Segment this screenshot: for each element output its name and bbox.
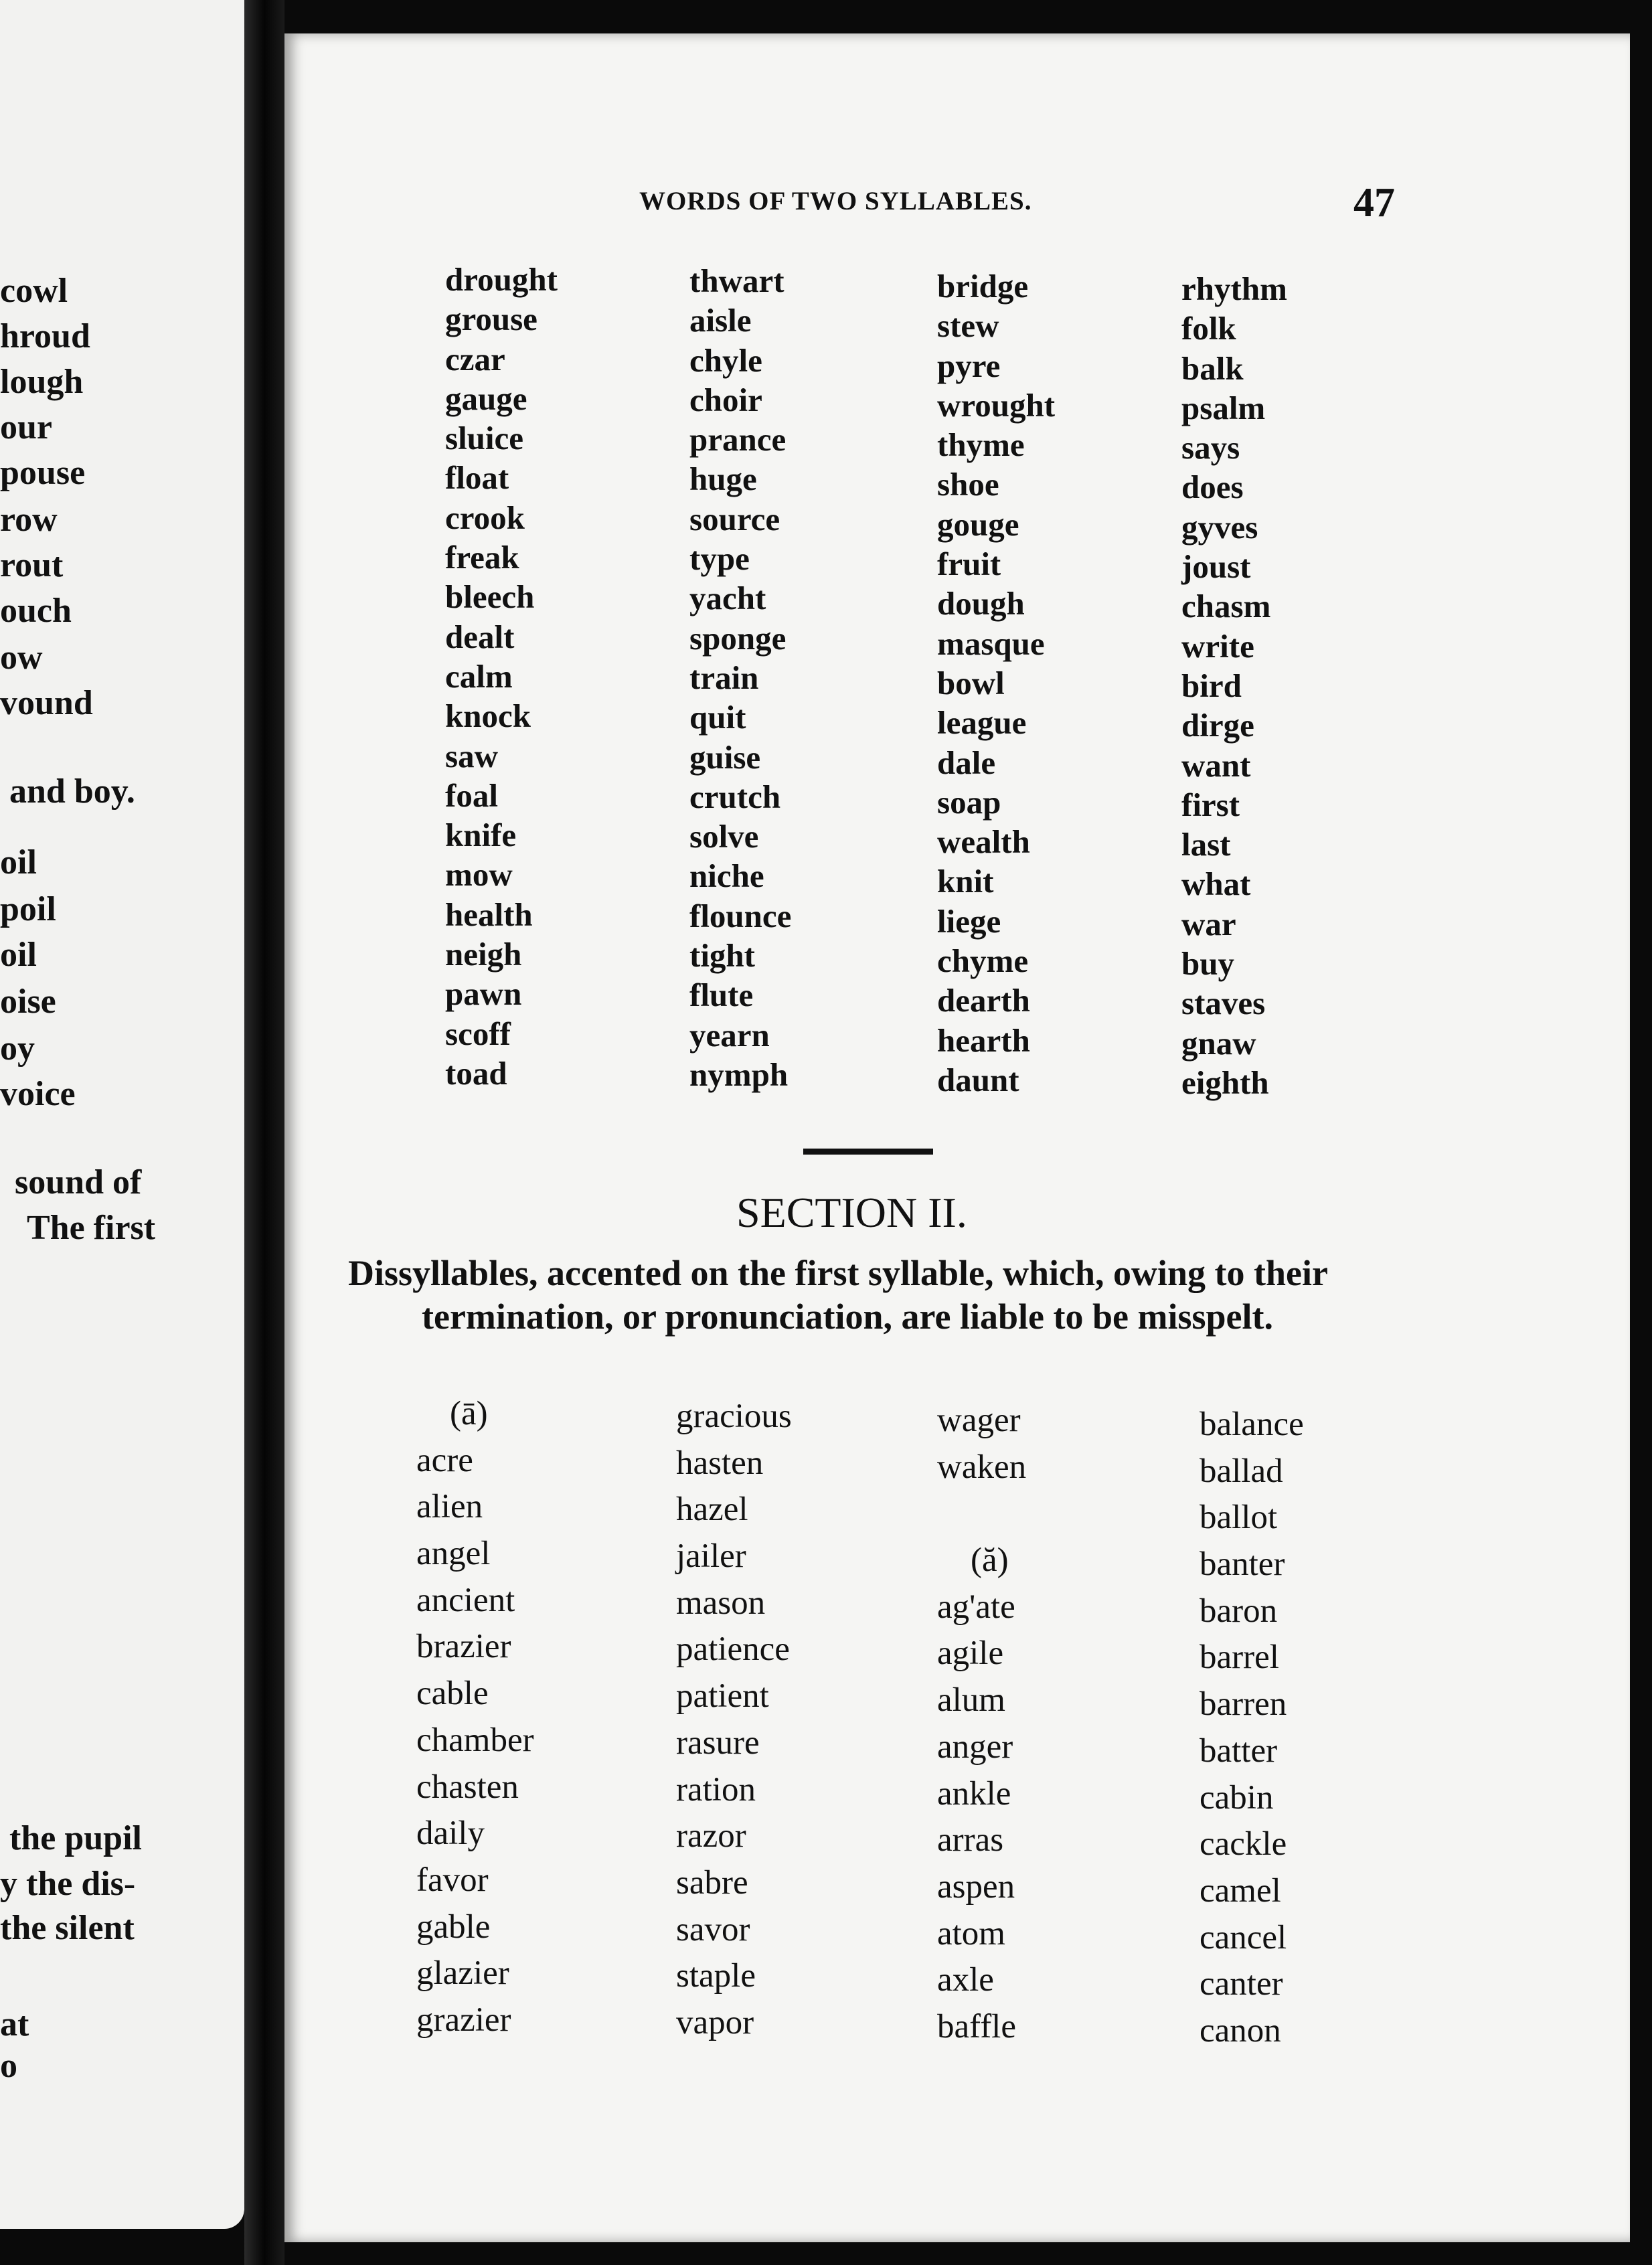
word: gyves bbox=[1181, 508, 1258, 546]
word: favor bbox=[416, 1861, 489, 1899]
word: war bbox=[1181, 905, 1236, 942]
word: dearth bbox=[937, 982, 1030, 1019]
left-word: vound bbox=[0, 684, 93, 722]
word: pyre bbox=[937, 347, 1001, 384]
left-word: row bbox=[0, 501, 58, 539]
word: gable bbox=[416, 1908, 491, 1946]
word: ag'ate bbox=[937, 1588, 1015, 1626]
word: dough bbox=[937, 585, 1025, 622]
word-column bbox=[676, 1394, 792, 2047]
word: does bbox=[1181, 469, 1244, 506]
word: alum bbox=[937, 1681, 1005, 1719]
word: last bbox=[1181, 826, 1231, 863]
word: atom bbox=[937, 1914, 1005, 1952]
word: dirge bbox=[1181, 707, 1254, 744]
word: crook bbox=[445, 499, 525, 536]
word: vapor bbox=[676, 2003, 754, 2041]
word: wrought bbox=[937, 386, 1056, 424]
word: wager bbox=[937, 1402, 1021, 1439]
word: psalm bbox=[1181, 389, 1266, 426]
word: chyle bbox=[689, 341, 762, 379]
left-word: voice bbox=[0, 1075, 76, 1113]
word: source bbox=[689, 500, 780, 537]
word: canon bbox=[1200, 2011, 1281, 2049]
word: joust bbox=[1181, 548, 1251, 586]
word: balance bbox=[1200, 1406, 1304, 1443]
word: niche bbox=[689, 857, 764, 895]
word-column bbox=[445, 260, 558, 1093]
left-word: the silent bbox=[0, 1909, 135, 1947]
left-word: hroud bbox=[0, 317, 90, 355]
left-word: oil bbox=[0, 936, 37, 974]
word: knock bbox=[445, 697, 531, 735]
word: barrel bbox=[1200, 1639, 1279, 1677]
left-word: oy bbox=[0, 1029, 35, 1068]
word: liege bbox=[937, 902, 1001, 940]
word: arras bbox=[937, 1821, 1004, 1859]
word: daily bbox=[416, 1815, 485, 1853]
word: says bbox=[1181, 429, 1240, 467]
word: cancel bbox=[1200, 1918, 1287, 1956]
word: freak bbox=[445, 539, 519, 576]
word: chamber bbox=[416, 1721, 534, 1759]
word: ankle bbox=[937, 1774, 1011, 1813]
word: ballad bbox=[1200, 1452, 1283, 1490]
word: jailer bbox=[676, 1537, 746, 1576]
word: staple bbox=[676, 1957, 756, 1995]
word: chasten bbox=[416, 1768, 519, 1806]
word: baffle bbox=[937, 2007, 1016, 2045]
word: hasten bbox=[676, 1444, 764, 1482]
left-word: sound of bbox=[15, 1163, 142, 1201]
word: czar bbox=[445, 340, 505, 378]
word: acre bbox=[416, 1441, 473, 1479]
word: dealt bbox=[445, 618, 515, 655]
word: yearn bbox=[689, 1016, 770, 1054]
running-head: WORDS OF TWO SYLLABLES. bbox=[639, 187, 1032, 216]
left-word: y the dis- bbox=[0, 1865, 136, 1903]
word: flounce bbox=[689, 897, 792, 934]
section-intro: Dissyllables, accented on the first syllable, which, owing to their termination, or pronunciation, are liable to be misspelt. bbox=[348, 1253, 1327, 1337]
word: bridge bbox=[937, 268, 1029, 305]
word: cackle bbox=[1200, 1825, 1287, 1863]
word: gracious bbox=[676, 1398, 792, 1435]
left-word: pouse bbox=[0, 454, 86, 492]
word: saw bbox=[445, 737, 498, 774]
word: bowl bbox=[937, 664, 1005, 701]
word: bleech bbox=[445, 578, 535, 616]
word: ancient bbox=[416, 1581, 515, 1619]
word: type bbox=[689, 540, 750, 578]
word: gauge bbox=[445, 380, 527, 417]
word: dale bbox=[937, 744, 996, 781]
book-binding bbox=[244, 0, 284, 2265]
left-word: poil bbox=[0, 890, 56, 928]
word: knit bbox=[937, 863, 994, 900]
word: canter bbox=[1200, 1965, 1283, 2003]
word: foal bbox=[445, 776, 498, 814]
left-word: oise bbox=[0, 983, 56, 1021]
word: choir bbox=[689, 381, 762, 418]
word bbox=[937, 1491, 1026, 1537]
left-word: lough bbox=[0, 363, 84, 401]
word: neigh bbox=[445, 936, 522, 973]
word: daunt bbox=[937, 1061, 1019, 1098]
word: toad bbox=[445, 1054, 507, 1092]
word: buy bbox=[1181, 945, 1235, 983]
word: batter bbox=[1200, 1732, 1278, 1770]
word: solve bbox=[689, 818, 759, 855]
word-column bbox=[416, 1391, 534, 2044]
word-column bbox=[1200, 1402, 1304, 2055]
left-word: oil bbox=[0, 843, 37, 882]
word: soap bbox=[937, 783, 1001, 821]
word: ration bbox=[676, 1770, 756, 1809]
word: tight bbox=[689, 937, 755, 975]
word: sabre bbox=[676, 1863, 748, 1902]
word: wealth bbox=[937, 823, 1030, 861]
word: mason bbox=[676, 1584, 766, 1622]
word: cabin bbox=[1200, 1778, 1274, 1817]
word: first bbox=[1181, 786, 1240, 823]
word: float bbox=[445, 459, 509, 497]
word-column bbox=[937, 1398, 1026, 2051]
word: want bbox=[1181, 746, 1251, 784]
word: brazier bbox=[416, 1628, 511, 1666]
word: scoff bbox=[445, 1015, 511, 1052]
vowel-marker: (ā) bbox=[450, 1395, 488, 1432]
word: prance bbox=[689, 421, 787, 458]
word: anger bbox=[937, 1728, 1013, 1766]
left-word: ow bbox=[0, 639, 43, 677]
word: eighth bbox=[1181, 1064, 1269, 1101]
word: patience bbox=[676, 1630, 790, 1669]
word: masque bbox=[937, 624, 1045, 662]
word: nymph bbox=[689, 1056, 789, 1093]
word: hazel bbox=[676, 1491, 748, 1529]
word-column bbox=[689, 261, 791, 1094]
word: ballot bbox=[1200, 1499, 1278, 1537]
word: baron bbox=[1200, 1592, 1278, 1630]
word: league bbox=[937, 704, 1027, 742]
section-title: SECTION II. bbox=[736, 1189, 967, 1236]
word: sluice bbox=[445, 420, 524, 457]
word: grazier bbox=[416, 2001, 511, 2039]
word: bird bbox=[1181, 667, 1242, 704]
word: train bbox=[689, 659, 759, 696]
word: angel bbox=[416, 1535, 491, 1573]
word: grouse bbox=[445, 301, 538, 338]
left-word: The first bbox=[27, 1209, 156, 1247]
word: quit bbox=[689, 699, 746, 736]
word: stew bbox=[937, 307, 999, 345]
word: gouge bbox=[937, 505, 1019, 543]
left-page-fragment bbox=[0, 0, 244, 2229]
left-word: and boy. bbox=[9, 772, 135, 811]
word: razor bbox=[676, 1817, 746, 1855]
word: thwart bbox=[689, 262, 784, 299]
word: folk bbox=[1181, 310, 1236, 347]
word: aisle bbox=[689, 302, 752, 339]
word: cable bbox=[416, 1675, 489, 1713]
left-word: rout bbox=[0, 546, 64, 584]
left-word: our bbox=[0, 408, 52, 446]
word: write bbox=[1181, 627, 1254, 665]
word: rhythm bbox=[1181, 270, 1287, 307]
word: axle bbox=[937, 1961, 994, 1999]
word: sponge bbox=[689, 619, 787, 657]
word: huge bbox=[689, 460, 757, 498]
word: crutch bbox=[689, 778, 781, 815]
left-word: cowl bbox=[0, 272, 68, 310]
word: knife bbox=[445, 817, 517, 854]
word: health bbox=[445, 896, 533, 933]
word: alien bbox=[416, 1488, 483, 1526]
left-word: the pupil bbox=[9, 1819, 142, 1857]
word: calm bbox=[445, 657, 513, 695]
word: fruit bbox=[937, 546, 1001, 583]
word: hearth bbox=[937, 1021, 1030, 1059]
page-number: 47 bbox=[1353, 180, 1395, 226]
word: banter bbox=[1200, 1545, 1285, 1584]
word: drought bbox=[445, 261, 558, 298]
word: barren bbox=[1200, 1685, 1287, 1724]
word: what bbox=[1181, 865, 1251, 903]
word: pawn bbox=[445, 975, 522, 1013]
word: yacht bbox=[689, 580, 766, 617]
word: glazier bbox=[416, 1954, 509, 1993]
word: savor bbox=[676, 1910, 750, 1948]
word: gnaw bbox=[1181, 1024, 1256, 1062]
left-word: ouch bbox=[0, 592, 72, 630]
left-word: o bbox=[0, 2047, 17, 2085]
word: staves bbox=[1181, 985, 1266, 1022]
word: flute bbox=[689, 977, 754, 1014]
vowel-marker: (ă) bbox=[971, 1541, 1009, 1580]
word: guise bbox=[689, 738, 761, 776]
word: camel bbox=[1200, 1871, 1281, 1910]
section-divider-rule bbox=[803, 1149, 933, 1155]
left-word: at bbox=[0, 2005, 29, 2043]
word: aspen bbox=[937, 1867, 1015, 1906]
word: thyme bbox=[937, 426, 1025, 464]
word: patient bbox=[676, 1677, 769, 1715]
word: rasure bbox=[676, 1724, 760, 1762]
word: shoe bbox=[937, 466, 999, 503]
word: chyme bbox=[937, 942, 1029, 980]
word-column bbox=[937, 266, 1055, 1100]
word-column bbox=[1181, 269, 1287, 1102]
word: mow bbox=[445, 856, 513, 894]
word: agile bbox=[937, 1634, 1004, 1673]
word: balk bbox=[1181, 349, 1244, 387]
word: chasm bbox=[1181, 588, 1271, 625]
word: waken bbox=[937, 1448, 1027, 1486]
